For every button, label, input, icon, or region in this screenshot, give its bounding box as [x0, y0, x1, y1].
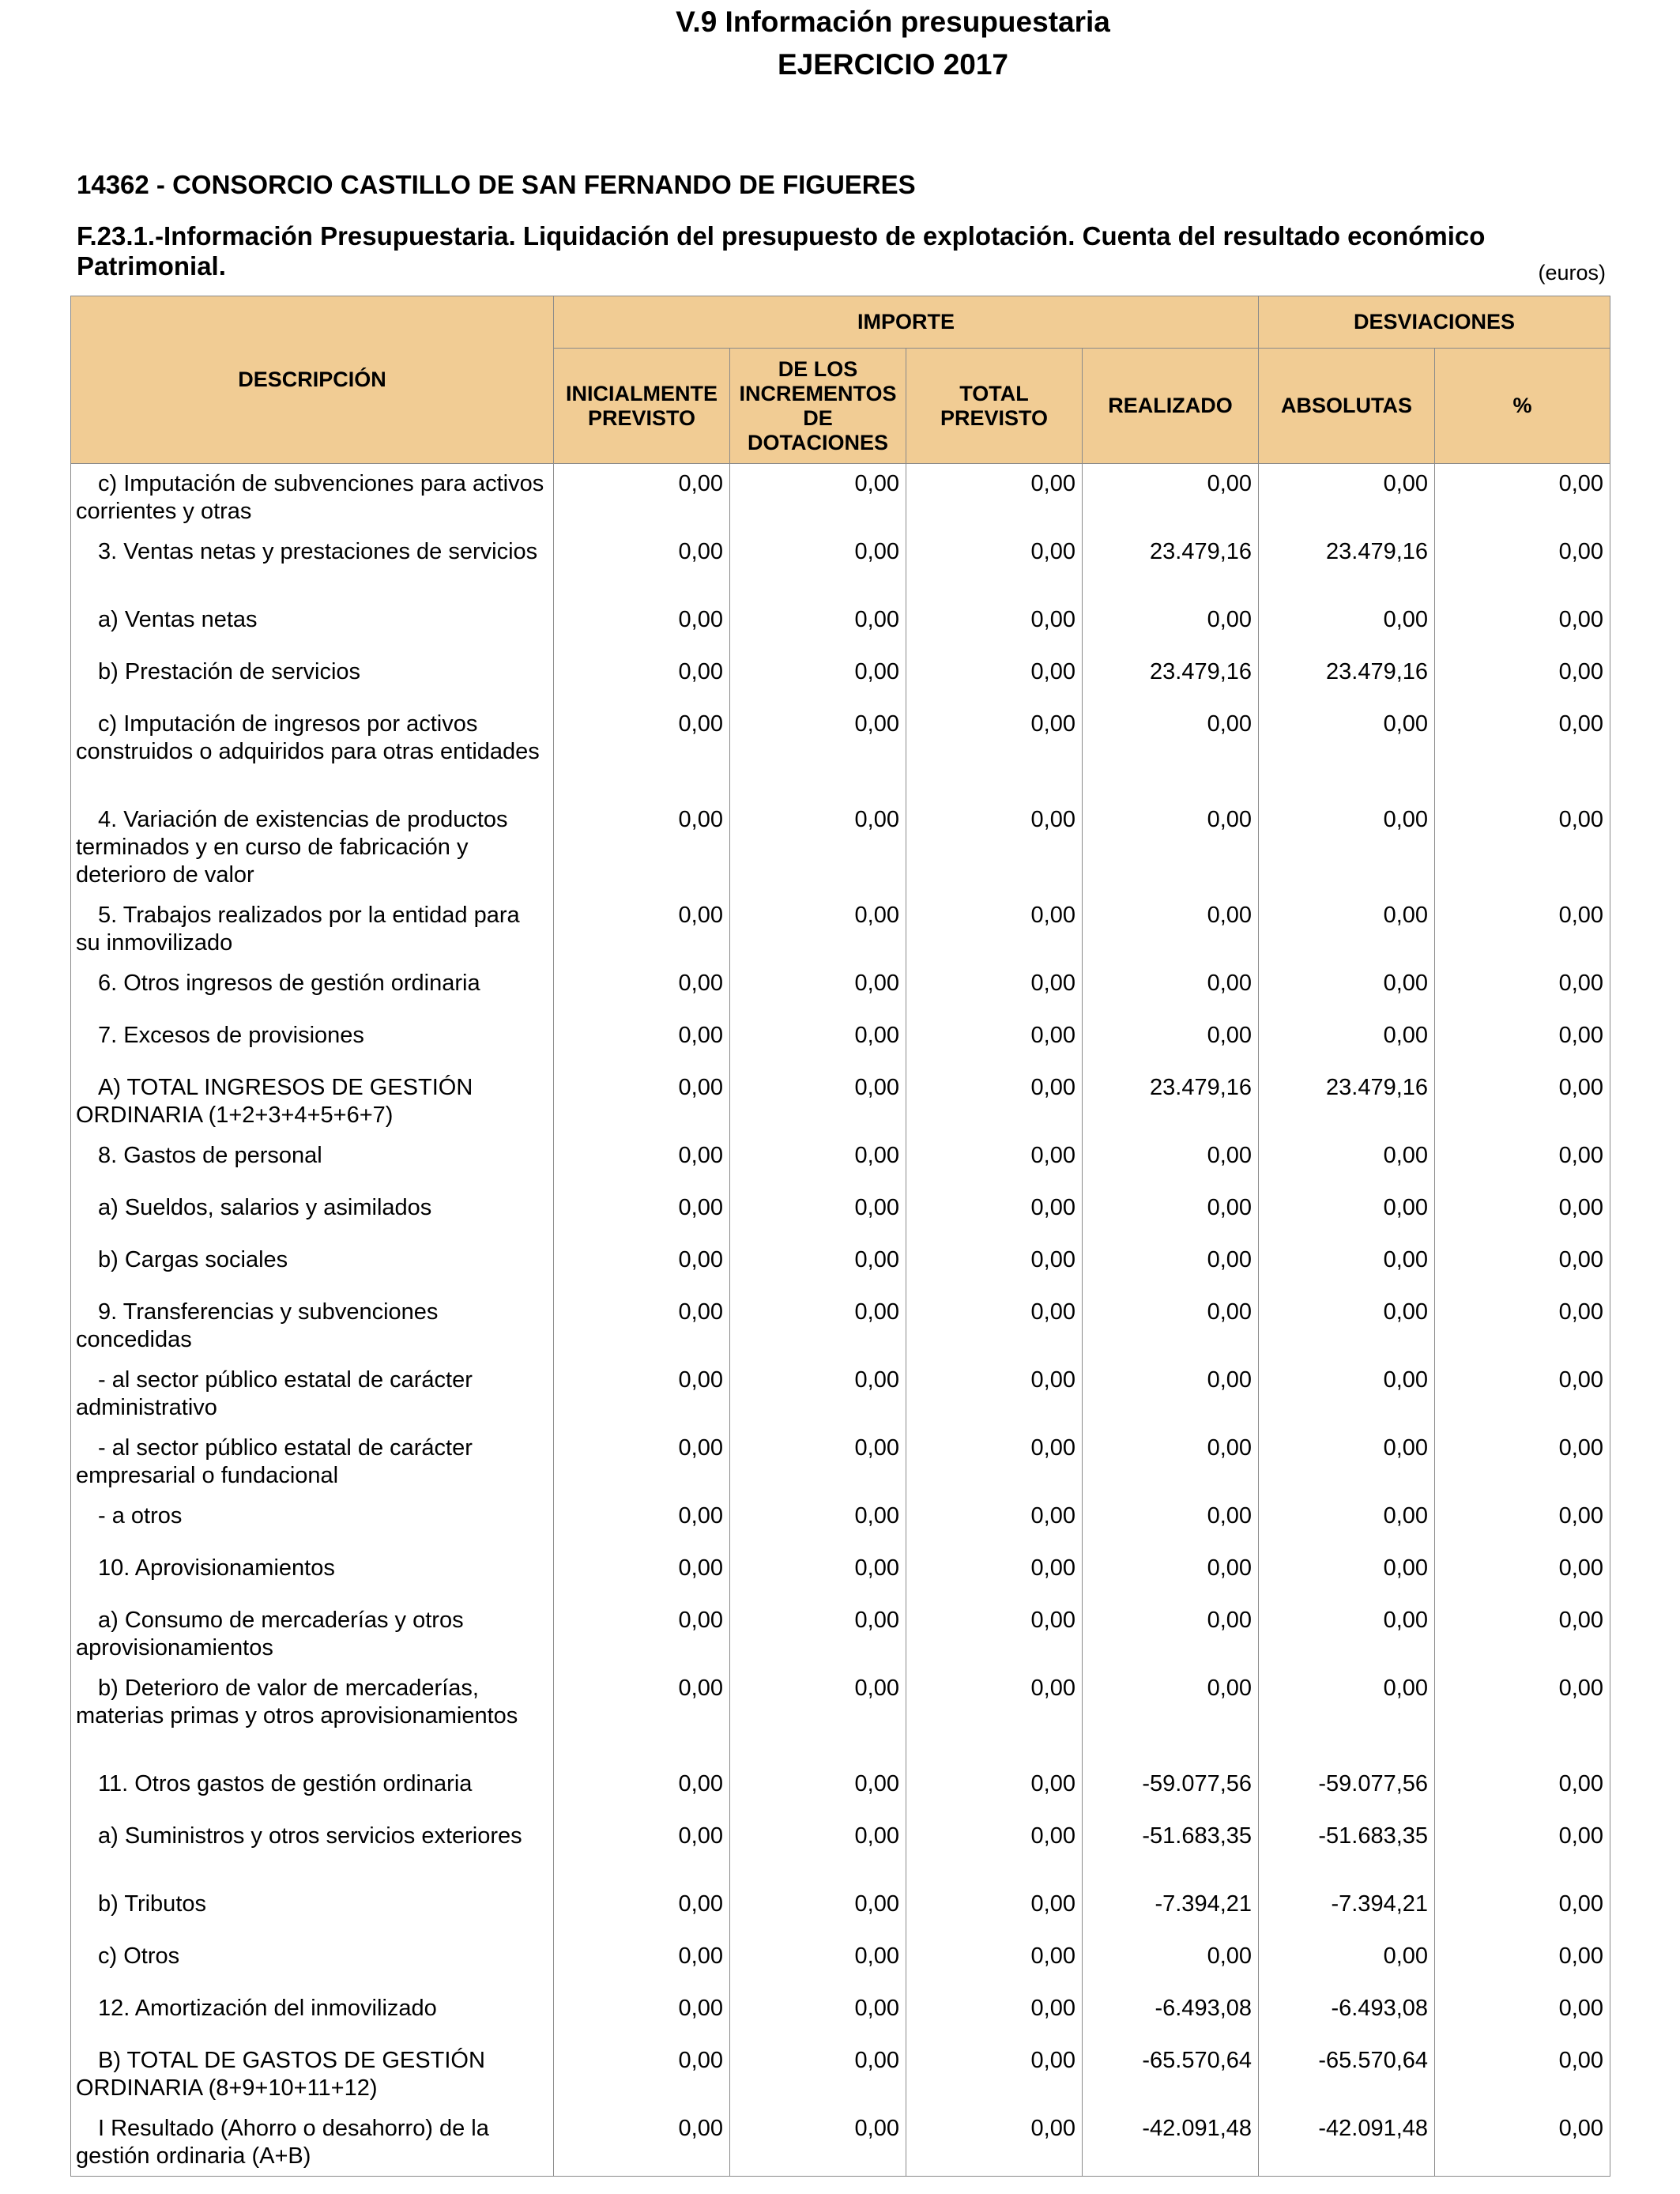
row-value-cell: 0,00: [1083, 1600, 1259, 1668]
header-porcentaje: %: [1435, 349, 1610, 464]
row-value-cell: 0,00: [1259, 1016, 1435, 1068]
row-value-cell: 0,00: [554, 800, 730, 895]
row-value-cell: 0,00: [906, 1548, 1083, 1600]
table-row: [71, 704, 1610, 800]
table-row: [71, 963, 1610, 1016]
table-row: [71, 532, 1610, 600]
row-value-cell: 0,00: [1435, 2109, 1610, 2177]
table-row: [71, 1136, 1610, 1188]
row-value-cell: 0,00: [730, 1816, 906, 1884]
table-row: [71, 1764, 1610, 1816]
row-value-cell: 0,00: [1435, 963, 1610, 1016]
row-description: a) Sueldos, salarios y asimilados: [71, 1188, 554, 1240]
row-value-cell: -6.493,08: [1083, 1989, 1259, 2041]
row-value-cell: 0,00: [1435, 1016, 1610, 1068]
row-description: - a otros: [71, 1496, 554, 1548]
row-value-cell: -59.077,56: [1259, 1764, 1435, 1816]
row-value-cell: 0,00: [1259, 1668, 1435, 1764]
header-inicialmente-previsto: INICIALMENTE PREVISTO: [554, 349, 730, 464]
row-value-cell: 0,00: [554, 1428, 730, 1496]
row-value-cell: 0,00: [1259, 600, 1435, 652]
units-label: (euros): [1538, 261, 1606, 285]
row-value-cell: 0,00: [554, 1068, 730, 1136]
row-value-cell: 0,00: [554, 1360, 730, 1428]
row-description: b) Prestación de servicios: [71, 652, 554, 704]
row-value-cell: 0,00: [730, 1360, 906, 1428]
report-subtitle: F.23.1.-Información Presupuestaria. Liquidación del presupuesto de explotación. Cuenta del resultado económico Patrimonial.: [77, 221, 1486, 281]
row-value-cell: 0,00: [730, 1600, 906, 1668]
row-value-cell: 0,00: [1259, 895, 1435, 963]
row-description: b) Cargas sociales: [71, 1240, 554, 1292]
row-value-cell: 0,00: [554, 1496, 730, 1548]
row-value-cell: 0,00: [1435, 1428, 1610, 1496]
table-row: [71, 1668, 1610, 1764]
row-value-cell: 0,00: [906, 1360, 1083, 1428]
row-value-cell: 0,00: [906, 1292, 1083, 1360]
row-description: c) Otros: [71, 1936, 554, 1989]
row-value-cell: 23.479,16: [1259, 532, 1435, 600]
row-value-cell: 0,00: [1435, 1240, 1610, 1292]
row-value-cell: 0,00: [1083, 600, 1259, 652]
table-row: [71, 1188, 1610, 1240]
row-description: 5. Trabajos realizados por la entidad para su inmovilizado: [71, 895, 554, 963]
row-value-cell: 0,00: [1259, 1428, 1435, 1496]
row-value-cell: 0,00: [1083, 1936, 1259, 1989]
row-value-cell: 0,00: [1435, 800, 1610, 895]
row-value-cell: 0,00: [906, 1816, 1083, 1884]
row-value-cell: 0,00: [1435, 704, 1610, 800]
row-value-cell: 0,00: [1083, 1136, 1259, 1188]
row-value-cell: 0,00: [1435, 1764, 1610, 1816]
row-value-cell: 0,00: [906, 1600, 1083, 1668]
row-description: 7. Excesos de provisiones: [71, 1016, 554, 1068]
row-value-cell: 0,00: [1259, 1548, 1435, 1600]
row-value-cell: 0,00: [554, 1548, 730, 1600]
row-description: 12. Amortización del inmovilizado: [71, 1989, 554, 2041]
row-value-cell: 0,00: [554, 1240, 730, 1292]
row-description: 9. Transferencias y subvenciones concedidas: [71, 1292, 554, 1360]
row-value-cell: 0,00: [1083, 800, 1259, 895]
row-value-cell: 0,00: [554, 895, 730, 963]
row-value-cell: 0,00: [1435, 652, 1610, 704]
row-value-cell: -65.570,64: [1083, 2041, 1259, 2109]
row-value-cell: -7.394,21: [1083, 1884, 1259, 1936]
page-title: V.9 Información presupuestaria: [676, 6, 1110, 38]
row-value-cell: 0,00: [554, 464, 730, 532]
row-value-cell: 23.479,16: [1083, 532, 1259, 600]
row-description: b) Tributos: [71, 1884, 554, 1936]
row-description: c) Imputación de subvenciones para activos corrientes y otras: [71, 464, 554, 532]
table-row: [71, 895, 1610, 963]
row-value-cell: 0,00: [906, 1188, 1083, 1240]
row-value-cell: 0,00: [1083, 1668, 1259, 1764]
row-value-cell: 0,00: [1435, 1816, 1610, 1884]
row-value-cell: 0,00: [1083, 1016, 1259, 1068]
row-value-cell: 0,00: [730, 1188, 906, 1240]
row-value-cell: 0,00: [554, 600, 730, 652]
row-value-cell: 0,00: [1259, 963, 1435, 1016]
header-absolutas: ABSOLUTAS: [1259, 349, 1435, 464]
row-value-cell: 0,00: [906, 963, 1083, 1016]
row-value-cell: 0,00: [1435, 1496, 1610, 1548]
row-value-cell: 0,00: [1083, 464, 1259, 532]
entity-name: 14362 - CONSORCIO CASTILLO DE SAN FERNANDO DE FIGUERES: [77, 170, 916, 199]
row-value-cell: 0,00: [730, 2041, 906, 2109]
row-description: a) Ventas netas: [71, 600, 554, 652]
row-value-cell: 0,00: [1435, 464, 1610, 532]
row-value-cell: 0,00: [906, 532, 1083, 600]
row-value-cell: 0,00: [730, 652, 906, 704]
row-value-cell: 0,00: [906, 1240, 1083, 1292]
row-value-cell: 0,00: [1259, 1360, 1435, 1428]
row-value-cell: 0,00: [554, 1188, 730, 1240]
row-value-cell: 0,00: [1435, 1936, 1610, 1989]
row-value-cell: 0,00: [906, 704, 1083, 800]
row-value-cell: 0,00: [554, 1816, 730, 1884]
row-value-cell: 0,00: [554, 2041, 730, 2109]
row-value-cell: 0,00: [906, 600, 1083, 652]
row-value-cell: -59.077,56: [1083, 1764, 1259, 1816]
row-value-cell: -42.091,48: [1259, 2109, 1435, 2177]
row-value-cell: 0,00: [1259, 1936, 1435, 1989]
header-total-previsto: TOTAL PREVISTO: [906, 349, 1083, 464]
row-value-cell: 0,00: [730, 1668, 906, 1764]
row-value-cell: 0,00: [1435, 1548, 1610, 1600]
row-value-cell: 0,00: [730, 1240, 906, 1292]
row-value-cell: 0,00: [1435, 1668, 1610, 1764]
row-value-cell: 0,00: [1083, 1496, 1259, 1548]
table-row: [71, 1600, 1610, 1668]
row-value-cell: 0,00: [554, 1600, 730, 1668]
row-description: c) Imputación de ingresos por activos construidos o adquiridos para otras entidades: [71, 704, 554, 800]
table-row: [71, 2041, 1610, 2109]
table-row: [71, 600, 1610, 652]
row-value-cell: 0,00: [1259, 1240, 1435, 1292]
row-value-cell: 0,00: [730, 1136, 906, 1188]
row-description: - al sector público estatal de carácter empresarial o fundacional: [71, 1428, 554, 1496]
row-value-cell: 0,00: [730, 1068, 906, 1136]
row-value-cell: 23.479,16: [1083, 652, 1259, 704]
row-value-cell: 0,00: [730, 1989, 906, 2041]
header-desviaciones: DESVIACIONES: [1259, 296, 1610, 349]
table-row: [71, 652, 1610, 704]
row-value-cell: 0,00: [554, 704, 730, 800]
table-row: [71, 1548, 1610, 1600]
table-row: [71, 1884, 1610, 1936]
header-importe: IMPORTE: [554, 296, 1259, 349]
row-value-cell: 0,00: [906, 2041, 1083, 2109]
row-value-cell: 23.479,16: [1259, 652, 1435, 704]
page-subtitle-year: EJERCICIO 2017: [777, 48, 1009, 81]
row-value-cell: 0,00: [1083, 1360, 1259, 1428]
row-description: b) Deterioro de valor de mercaderías, materias primas y otros aprovisionamientos: [71, 1668, 554, 1764]
row-value-cell: 0,00: [1083, 895, 1259, 963]
row-value-cell: 0,00: [730, 800, 906, 895]
row-value-cell: 0,00: [554, 1989, 730, 2041]
row-value-cell: 0,00: [1259, 1496, 1435, 1548]
row-value-cell: 0,00: [906, 1068, 1083, 1136]
row-value-cell: -7.394,21: [1259, 1884, 1435, 1936]
table-row: [71, 1360, 1610, 1428]
row-value-cell: 0,00: [1259, 1136, 1435, 1188]
row-value-cell: 0,00: [1435, 1360, 1610, 1428]
row-value-cell: 23.479,16: [1259, 1068, 1435, 1136]
row-value-cell: 0,00: [554, 1016, 730, 1068]
row-description: - al sector público estatal de carácter administrativo: [71, 1360, 554, 1428]
row-value-cell: 0,00: [554, 652, 730, 704]
row-value-cell: 0,00: [906, 1884, 1083, 1936]
table-row: [71, 2109, 1610, 2177]
row-value-cell: 0,00: [554, 532, 730, 600]
row-value-cell: 0,00: [1259, 800, 1435, 895]
row-value-cell: 0,00: [730, 1016, 906, 1068]
row-value-cell: -42.091,48: [1083, 2109, 1259, 2177]
row-value-cell: 0,00: [730, 1764, 906, 1816]
table-row: [71, 1068, 1610, 1136]
table-body: [71, 464, 1610, 2177]
row-value-cell: 0,00: [906, 1764, 1083, 1816]
row-value-cell: 0,00: [906, 1989, 1083, 2041]
row-value-cell: 0,00: [906, 1016, 1083, 1068]
row-description: 11. Otros gastos de gestión ordinaria: [71, 1764, 554, 1816]
row-value-cell: 0,00: [1435, 600, 1610, 652]
row-description: B) TOTAL DE GASTOS DE GESTIÓN ORDINARIA (8+9+10+11+12): [71, 2041, 554, 2109]
row-value-cell: 0,00: [1435, 1884, 1610, 1936]
budget-table: [70, 296, 1610, 2177]
row-value-cell: 0,00: [1259, 1188, 1435, 1240]
row-value-cell: 0,00: [1435, 532, 1610, 600]
row-value-cell: 0,00: [1083, 704, 1259, 800]
row-value-cell: -51.683,35: [1259, 1816, 1435, 1884]
row-value-cell: 0,00: [1083, 1292, 1259, 1360]
row-value-cell: -51.683,35: [1083, 1816, 1259, 1884]
row-value-cell: 0,00: [1083, 1188, 1259, 1240]
header-incrementos: DE LOS INCREMENTOS DE DOTACIONES: [730, 349, 906, 464]
table-row: [71, 1016, 1610, 1068]
row-value-cell: 0,00: [1435, 1292, 1610, 1360]
row-description: A) TOTAL INGRESOS DE GESTIÓN ORDINARIA (1+2+3+4+5+6+7): [71, 1068, 554, 1136]
row-value-cell: 0,00: [730, 2109, 906, 2177]
row-value-cell: 0,00: [1435, 895, 1610, 963]
row-value-cell: 0,00: [906, 464, 1083, 532]
row-value-cell: -6.493,08: [1259, 1989, 1435, 2041]
row-description: 6. Otros ingresos de gestión ordinaria: [71, 963, 554, 1016]
table-row: [71, 800, 1610, 895]
row-description: I Resultado (Ahorro o desahorro) de la gestión ordinaria (A+B): [71, 2109, 554, 2177]
table-row: [71, 1496, 1610, 1548]
row-value-cell: 0,00: [1435, 1600, 1610, 1668]
table-row: [71, 1428, 1610, 1496]
row-description: a) Suministros y otros servicios exteriores: [71, 1816, 554, 1884]
row-value-cell: 0,00: [1259, 1292, 1435, 1360]
row-value-cell: 0,00: [906, 1936, 1083, 1989]
table-row: [71, 1816, 1610, 1884]
row-value-cell: 0,00: [906, 895, 1083, 963]
row-value-cell: 0,00: [730, 704, 906, 800]
row-value-cell: 0,00: [1259, 1600, 1435, 1668]
row-value-cell: 0,00: [730, 963, 906, 1016]
row-value-cell: 0,00: [730, 1548, 906, 1600]
row-value-cell: 0,00: [730, 532, 906, 600]
row-value-cell: 0,00: [1435, 2041, 1610, 2109]
row-value-cell: 0,00: [906, 2109, 1083, 2177]
table-row: [71, 1240, 1610, 1292]
row-value-cell: 0,00: [730, 1884, 906, 1936]
row-value-cell: 0,00: [1083, 1428, 1259, 1496]
row-value-cell: 0,00: [906, 652, 1083, 704]
row-value-cell: 0,00: [1435, 1188, 1610, 1240]
row-description: 8. Gastos de personal: [71, 1136, 554, 1188]
row-value-cell: 0,00: [730, 1428, 906, 1496]
row-value-cell: 0,00: [906, 1428, 1083, 1496]
table-row: [71, 464, 1610, 532]
row-value-cell: 0,00: [730, 464, 906, 532]
row-value-cell: 0,00: [730, 1496, 906, 1548]
table-row: [71, 1989, 1610, 2041]
row-value-cell: 0,00: [554, 1292, 730, 1360]
row-description: 3. Ventas netas y prestaciones de servicios: [71, 532, 554, 600]
row-value-cell: 0,00: [1435, 1989, 1610, 2041]
row-description: 10. Aprovisionamientos: [71, 1548, 554, 1600]
table-row: [71, 1936, 1610, 1989]
row-value-cell: 0,00: [906, 800, 1083, 895]
row-value-cell: 0,00: [1435, 1068, 1610, 1136]
row-value-cell: 0,00: [554, 2109, 730, 2177]
row-value-cell: 23.479,16: [1083, 1068, 1259, 1136]
row-value-cell: 0,00: [906, 1136, 1083, 1188]
row-value-cell: 0,00: [554, 1936, 730, 1989]
table-row: [71, 1292, 1610, 1360]
row-value-cell: 0,00: [554, 1764, 730, 1816]
header-realizado: REALIZADO: [1083, 349, 1259, 464]
row-value-cell: 0,00: [730, 1936, 906, 1989]
header-descripcion: DESCRIPCIÓN: [71, 296, 554, 464]
row-value-cell: 0,00: [554, 1884, 730, 1936]
row-value-cell: 0,00: [730, 895, 906, 963]
row-value-cell: 0,00: [730, 600, 906, 652]
row-value-cell: 0,00: [1435, 1136, 1610, 1188]
row-value-cell: -65.570,64: [1259, 2041, 1435, 2109]
row-value-cell: 0,00: [554, 1668, 730, 1764]
row-value-cell: 0,00: [906, 1496, 1083, 1548]
row-value-cell: 0,00: [554, 963, 730, 1016]
row-value-cell: 0,00: [1259, 464, 1435, 532]
row-value-cell: 0,00: [906, 1668, 1083, 1764]
row-value-cell: 0,00: [1083, 1240, 1259, 1292]
row-description: a) Consumo de mercaderías y otros aprovisionamientos: [71, 1600, 554, 1668]
row-description: 4. Variación de existencias de productos terminados y en curso de fabricación y deterioro de valor: [71, 800, 554, 895]
row-value-cell: 0,00: [730, 1292, 906, 1360]
row-value-cell: 0,00: [554, 1136, 730, 1188]
row-value-cell: 0,00: [1083, 1548, 1259, 1600]
row-value-cell: 0,00: [1083, 963, 1259, 1016]
row-value-cell: 0,00: [1259, 704, 1435, 800]
